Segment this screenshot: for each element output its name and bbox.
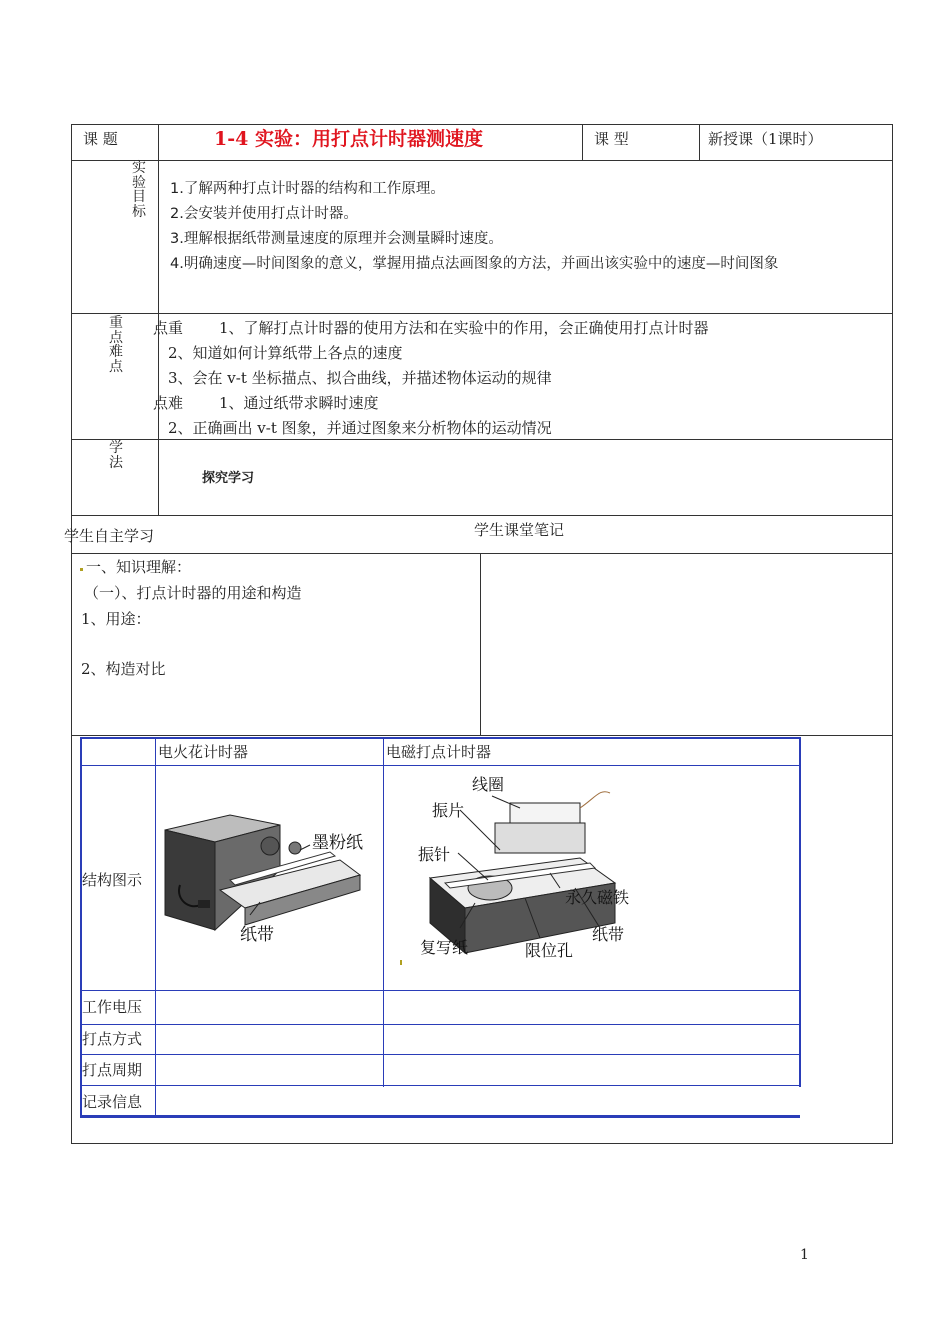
- compare-col-electromagnetic: 电磁打点计时器: [386, 743, 492, 761]
- method-text: 探究学习: [202, 471, 255, 486]
- key-item: 2、知道如何计算纸带上各点的速度: [168, 344, 403, 362]
- knowledge-heading: 一、知识理解：: [86, 558, 192, 576]
- objective-item: 4.明确速度—时间图象的意义，掌握用描点法画图象的方法，并画出该实验中的速度—时间图象: [170, 256, 779, 272]
- objectives-label: 实 验 目 标: [132, 160, 146, 221]
- objective-item: 3.理解根据纸带测量速度的原理并会测量瞬时速度。: [170, 231, 503, 247]
- spark-label: 墨粉纸: [312, 833, 363, 853]
- key-item: 3、会在 v-t 坐标描点、拟合曲线，并描述物体运动的规律: [168, 369, 552, 387]
- section-left-heading: 学生自主学习: [64, 527, 155, 545]
- compare-row-label: 打点方式: [82, 1030, 143, 1048]
- objective-item: 1.了解两种打点计时器的结构和工作原理。: [170, 181, 445, 197]
- key-label: 点重: [153, 319, 184, 337]
- lesson-type: 新授课（1课时）: [708, 130, 823, 148]
- knowledge-item-structure: 2、构造对比: [81, 660, 166, 678]
- em-label: 限位孔: [525, 941, 574, 960]
- em-label: 振片: [432, 801, 465, 820]
- page-number: 1: [800, 1247, 809, 1263]
- difficult-item: 2、正确画出 v-t 图象，并通过图象来分析物体的运动情况: [168, 419, 552, 437]
- compare-col-spark: 电火花计时器: [158, 743, 249, 761]
- section-right-heading: 学生课堂笔记: [474, 521, 565, 539]
- compare-row-label: 工作电压: [82, 998, 143, 1016]
- spark-timer-diagram: [160, 790, 380, 960]
- objective-item: 2.会安装并使用打点计时器。: [170, 206, 358, 222]
- key-item: 1、了解打点计时器的使用方法和在实验中的作用，会正确使用打点计时器: [219, 319, 709, 337]
- spark-label: 纸带: [240, 925, 274, 945]
- bullet-mark: [80, 568, 83, 571]
- compare-row-label: 结构图示: [82, 871, 143, 889]
- page-title: 1-4 实验：用打点计时器测速度: [214, 128, 483, 150]
- em-label: 复写纸: [420, 938, 469, 957]
- label-topic: 课 题: [83, 130, 118, 148]
- compare-row-label: 打点周期: [82, 1061, 143, 1079]
- electromagnetic-timer-diagram: [400, 768, 660, 968]
- knowledge-item-use: 1、用途：: [81, 610, 151, 628]
- compare-row-label: 记录信息: [82, 1093, 143, 1111]
- em-label: 永久磁铁: [565, 888, 630, 907]
- em-label: 线圈: [472, 775, 505, 794]
- small-mark: [400, 960, 402, 965]
- method-label: 学 法: [109, 440, 123, 471]
- em-label: 纸带: [592, 925, 625, 944]
- difficult-label: 点难: [153, 394, 184, 412]
- knowledge-sub: （一）、打点计时器的用途和构造: [84, 584, 302, 602]
- difficult-item: 1、通过纸带求瞬时速度: [219, 394, 379, 412]
- keypoints-label: 重 点 难 点: [109, 315, 123, 376]
- em-label: 振针: [418, 845, 451, 864]
- label-type: 课 型: [594, 130, 629, 148]
